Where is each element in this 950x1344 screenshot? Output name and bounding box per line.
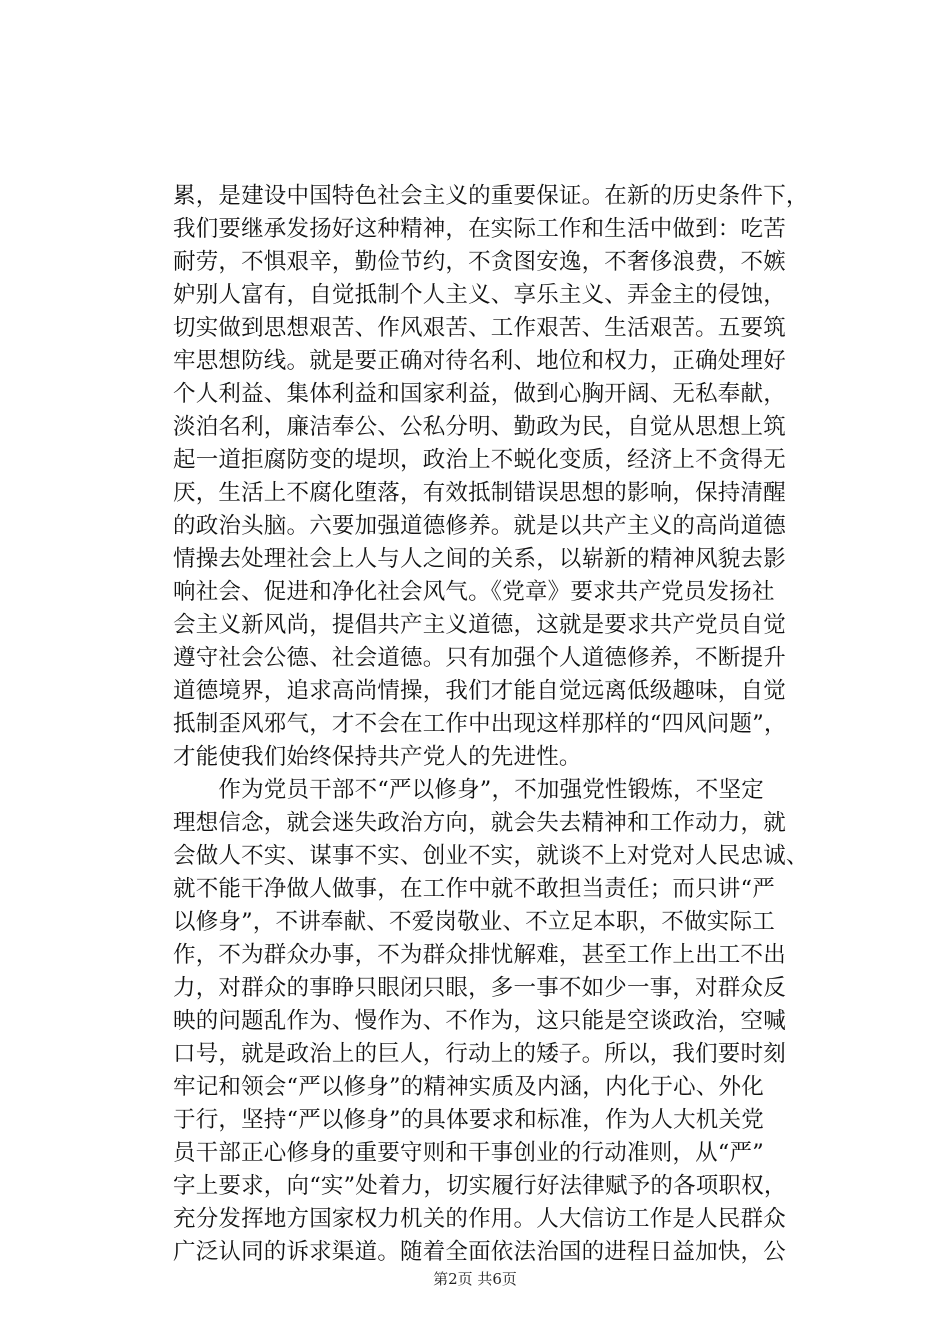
text-line: 牢思想防线。就是要正确对待名利、地位和权力，正确处理好 — [173, 348, 786, 374]
text-line: 情操去处理社会上人与人之间的关系，以崭新的精神风貌去影 — [173, 546, 786, 572]
text-line: 的政治头脑。六要加强道德修养。就是以共产主义的高尚道德 — [173, 513, 786, 539]
text-line: 会做人不实、谋事不实、创业不实，就谈不上对党对人民忠诚、 — [173, 843, 809, 869]
text-line: 起一道拒腐防变的堤坝，政治上不蜕化变质，经济上不贪得无 — [173, 447, 786, 473]
text-line: 力，对群众的事睁只眼闭只眼，多一事不如少一事，对群众反 — [173, 975, 786, 1001]
text-line: 累，是建设中国特色社会主义的重要保证。在新的历史条件下， — [173, 183, 809, 209]
text-line: 口号，就是政治上的巨人，行动上的矮子。所以，我们要时刻 — [173, 1041, 786, 1067]
text-line: 理想信念，就会迷失政治方向，就会失去精神和工作动力，就 — [173, 810, 786, 836]
text-line: 充分发挥地方国家权力机关的作用。人大信访工作是人民群众 — [173, 1206, 786, 1232]
text-line: 响社会、促进和净化社会风气。《党章》要求共产党员发扬社 — [173, 579, 775, 605]
text-line: 淡泊名利，廉洁奉公、公私分明、勤政为民，自觉从思想上筑 — [173, 414, 786, 440]
text-line: 妒别人富有，自觉抵制个人主义、享乐主义、弄金主的侵蚀， — [173, 282, 786, 308]
text-line: 以修身”，不讲奉献、不爱岗敬业、不立足本职，不做实际工 — [173, 909, 775, 935]
text-line: 字上要求，向“实”处着力，切实履行好法律赋予的各项职权， — [173, 1173, 787, 1199]
text-line: 抵制歪风邪气，才不会在工作中出现这样那样的“四风问题”， — [173, 711, 787, 737]
text-line: 会主义新风尚，提倡共产主义道德，这就是要求共产党员自觉 — [173, 612, 786, 638]
text-line: 牢记和领会“严以修身”的精神实质及内涵，内化于心、外化 — [173, 1074, 764, 1100]
text-line: 我们要继承发扬好这种精神，在实际工作和生活中做到：吃苦 — [173, 216, 786, 242]
text-line: 映的问题乱作为、慢作为、不作为，这只能是空谈政治，空喊 — [173, 1008, 786, 1034]
text-line: 广泛认同的诉求渠道。随着全面依法治国的进程日益加快，公 — [173, 1239, 786, 1265]
text-line: 员干部正心修身的重要守则和干事创业的行动准则，从“严” — [173, 1140, 764, 1166]
body-text — [173, 180, 813, 1269]
text-line: 遵守社会公德、社会道德。只有加强个人道德修养，不断提升 — [173, 645, 786, 671]
text-line: 个人利益、集体利益和国家利益，做到心胸开阔、无私奉献， — [173, 381, 786, 407]
text-line: 耐劳，不惧艰辛，勤俭节约，不贪图安逸，不奢侈浪费，不嫉 — [173, 249, 786, 275]
text-line: 于行，坚持“严以修身”的具体要求和标准，作为人大机关党 — [173, 1107, 764, 1133]
text-line: 才能使我们始终保持共产党人的先进性。 — [173, 744, 582, 770]
text-line: 就不能干净做人做事，在工作中就不敢担当责任；而只讲“严 — [173, 876, 775, 902]
text-line: 厌，生活上不腐化堕落，有效抵制错误思想的影响，保持清醒 — [173, 480, 786, 506]
paragraph-start-line: 作为党员干部不“严以修身”，不加强党性锻炼，不坚定 — [173, 777, 764, 803]
page-number-footer: 第2页 共6页 — [433, 1270, 517, 1288]
text-line: 作，不为群众办事，不为群众排忧解难，甚至工作上出工不出 — [173, 942, 786, 968]
text-line: 切实做到思想艰苦、作风艰苦、工作艰苦、生活艰苦。五要筑 — [173, 315, 786, 341]
text-line: 道德境界，追求高尚情操，我们才能自觉远离低级趣味，自觉 — [173, 678, 786, 704]
